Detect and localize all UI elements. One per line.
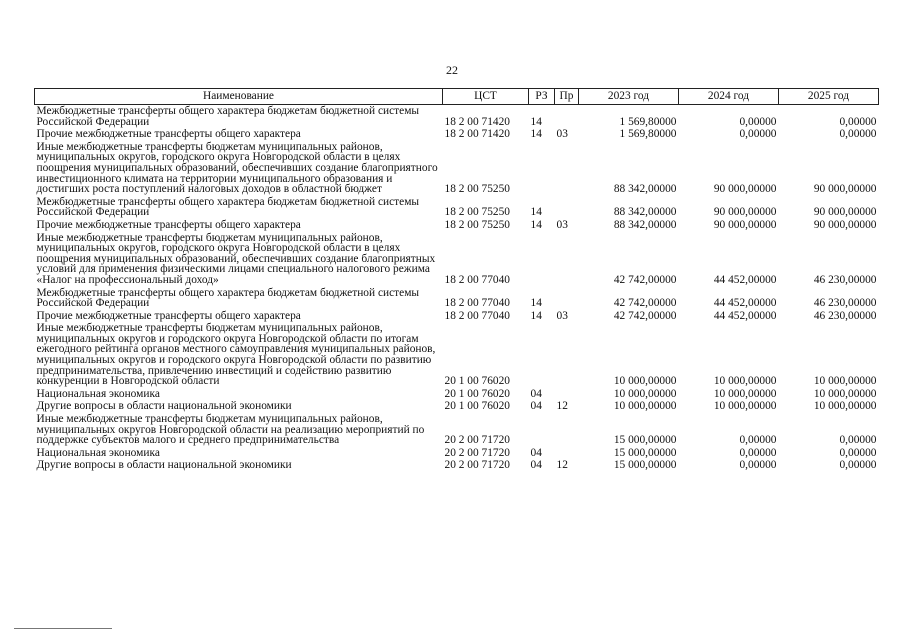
row-name: Прочие межбюджетные трансферты общего характера (36, 128, 301, 141)
header-pr: Пр (555, 89, 579, 105)
row-rz: 14 (530, 128, 542, 141)
budget-table (34, 88, 879, 472)
row-cst: 18 2 00 71420 (444, 128, 510, 141)
row-pr: 12 (556, 459, 568, 472)
row-pr: 12 (556, 400, 568, 413)
row-rz: 14 (530, 206, 542, 219)
row-2023: 42 742,00000 (613, 309, 677, 322)
row-pr: 03 (556, 309, 568, 322)
row-2023: 42 742,00000 (613, 273, 677, 286)
row-2024: 44 452,00000 (713, 273, 777, 286)
row-rz (529, 141, 555, 196)
header-2025: 2025 год (779, 89, 879, 105)
table-row (35, 447, 879, 460)
row-pr (555, 388, 579, 401)
row-cst: 20 2 00 71720 (444, 446, 510, 459)
row-rz: 04 (530, 387, 542, 400)
header-cst: ЦСТ (443, 89, 529, 105)
row-name: Другие вопросы в области национальной экономики (36, 400, 292, 413)
row-2023: 15 000,00000 (613, 434, 677, 447)
row-name: Иные межбюджетные трансферты бюджетам муниципальных районов, муниципальных округов, городского округа Новгородской области в целях поощрения муниципальных образований, обеспечивших создание благоприятного инвестиционного климата на территории муниципального образования и достигших роста поступлений налоговых доходов в областной бюджет (36, 140, 438, 196)
header-name: Наименование (35, 89, 443, 105)
row-rz: 14 (530, 309, 542, 322)
row-2025: 10 000,00000 (813, 387, 877, 400)
row-2025: 0,00000 (839, 446, 877, 459)
row-2025: 90 000,00000 (813, 206, 877, 219)
row-rz: 14 (530, 218, 542, 231)
row-2024: 44 452,00000 (713, 309, 777, 322)
table-body (35, 105, 879, 473)
row-2025: 0,00000 (839, 434, 877, 447)
row-pr: 03 (556, 128, 568, 141)
row-cst: 20 1 00 76020 (444, 375, 510, 388)
row-2023: 10 000,00000 (613, 400, 677, 413)
header-row (35, 89, 879, 105)
row-name: Межбюджетные трансферты общего характера бюджетам бюджетной системы Российской Федерации (36, 195, 420, 219)
row-2025: 0,00000 (839, 115, 877, 128)
row-cst: 18 2 00 71420 (444, 115, 510, 128)
table-row (35, 105, 879, 129)
row-name: Иные межбюджетные трансферты бюджетам муниципальных районов, муниципальных округов Новгородской области на реализацию мероприятий по поддержке субъектов малого и среднего предпринимательства (36, 413, 425, 447)
row-2024: 10 000,00000 (713, 400, 777, 413)
row-2025: 46 230,00000 (813, 309, 877, 322)
row-name: Иные межбюджетные трансферты бюджетам муниципальных районов, муниципальных округов и городского округа Новгородской области по итогам ежегодного рейтинга органов местного самоуправления муниципальных районов, муниципальных округов и городского округа Новгородской области по развитию предпринимательства, привлечению инвестиций и содействию развитию конкуренции в Новгородской области (36, 322, 436, 388)
row-2024: 90 000,00000 (713, 206, 777, 219)
row-cst: 18 2 00 77040 (444, 309, 510, 322)
row-name: Межбюджетные трансферты общего характера бюджетам бюджетной системы Российской Федерации (36, 105, 420, 128)
row-rz (529, 232, 555, 287)
table-row (35, 232, 879, 287)
row-pr (555, 413, 579, 447)
row-cst: 20 1 00 76020 (444, 387, 510, 400)
row-2025: 46 230,00000 (813, 297, 877, 310)
row-2024: 90 000,00000 (713, 183, 777, 196)
row-2023: 1 569,80000 (619, 115, 677, 128)
footer-rule (14, 628, 112, 629)
row-name: Прочие межбюджетные трансферты общего характера (36, 218, 301, 231)
row-2024: 44 452,00000 (713, 297, 777, 310)
row-cst: 18 2 00 77040 (444, 297, 510, 310)
row-2023: 15 000,00000 (613, 446, 677, 459)
row-name: Национальная экономика (36, 387, 160, 400)
row-rz: 14 (530, 115, 542, 128)
row-rz: 04 (530, 446, 542, 459)
row-pr: 03 (556, 218, 568, 231)
header-rz: РЗ (529, 89, 555, 105)
row-2024: 10 000,00000 (713, 387, 777, 400)
header-2023: 2023 год (579, 89, 679, 105)
row-2025: 90 000,00000 (813, 183, 877, 196)
row-2024: 0,00000 (739, 446, 777, 459)
row-2024: 90 000,00000 (713, 218, 777, 231)
row-2025: 0,00000 (839, 459, 877, 472)
row-2023: 88 342,00000 (613, 218, 677, 231)
row-2023: 10 000,00000 (613, 375, 677, 388)
row-2024: 0,00000 (739, 434, 777, 447)
row-name: Национальная экономика (36, 446, 160, 459)
table-row (35, 141, 879, 196)
row-2025: 0,00000 (839, 128, 877, 141)
row-2025: 10 000,00000 (813, 400, 877, 413)
row-2023: 88 342,00000 (613, 206, 677, 219)
table-row (35, 219, 879, 232)
row-2023: 42 742,00000 (613, 297, 677, 310)
row-rz: 14 (530, 297, 542, 310)
table-row (35, 388, 879, 401)
row-name: Иные межбюджетные трансферты бюджетам муниципальных районов, муниципальных округов, городского округа Новгородской области в целях поощрения муниципальных образований, обеспечивших создание благоприятных условий для применения физическими лицами специального налогового режима «Налог на профессиональный доход» (36, 231, 436, 286)
row-cst: 18 2 00 77040 (444, 273, 510, 286)
table-row (35, 400, 879, 413)
row-2024: 0,00000 (739, 459, 777, 472)
row-cst: 20 1 00 76020 (444, 400, 510, 413)
table-row (35, 322, 879, 388)
table-header (35, 89, 879, 105)
row-pr (555, 447, 579, 460)
row-name: Межбюджетные трансферты общего характера бюджетам бюджетной системы Российской Федерации (36, 286, 420, 310)
table-row (35, 310, 879, 323)
row-rz (529, 322, 555, 388)
row-name: Другие вопросы в области национальной экономики (36, 459, 292, 472)
row-2025: 90 000,00000 (813, 218, 877, 231)
table-row (35, 128, 879, 141)
row-pr (555, 196, 579, 219)
row-rz (529, 413, 555, 447)
row-2025: 46 230,00000 (813, 273, 877, 286)
table-row (35, 196, 879, 219)
row-cst: 20 2 00 71720 (444, 459, 510, 472)
row-2023: 10 000,00000 (613, 387, 677, 400)
row-rz: 04 (530, 400, 542, 413)
row-pr (555, 287, 579, 310)
row-2024: 0,00000 (739, 128, 777, 141)
row-2023: 15 000,00000 (613, 459, 677, 472)
table-row (35, 413, 879, 447)
row-cst: 20 2 00 71720 (444, 434, 510, 447)
row-2024: 0,00000 (739, 115, 777, 128)
row-name: Прочие межбюджетные трансферты общего характера (36, 309, 301, 322)
row-2025: 10 000,00000 (813, 375, 877, 388)
row-pr (555, 232, 579, 287)
row-2023: 1 569,80000 (619, 128, 677, 141)
row-pr (555, 141, 579, 196)
row-pr (555, 322, 579, 388)
row-cst: 18 2 00 75250 (444, 218, 510, 231)
row-rz: 04 (530, 459, 542, 472)
table-row (35, 459, 879, 472)
table-row (35, 287, 879, 310)
row-cst: 18 2 00 75250 (444, 183, 510, 196)
row-cst: 18 2 00 75250 (444, 206, 510, 219)
row-2024: 10 000,00000 (713, 375, 777, 388)
row-2023: 88 342,00000 (613, 183, 677, 196)
header-2024: 2024 год (679, 89, 779, 105)
row-pr (555, 105, 579, 129)
page-number: 22 (446, 63, 458, 77)
